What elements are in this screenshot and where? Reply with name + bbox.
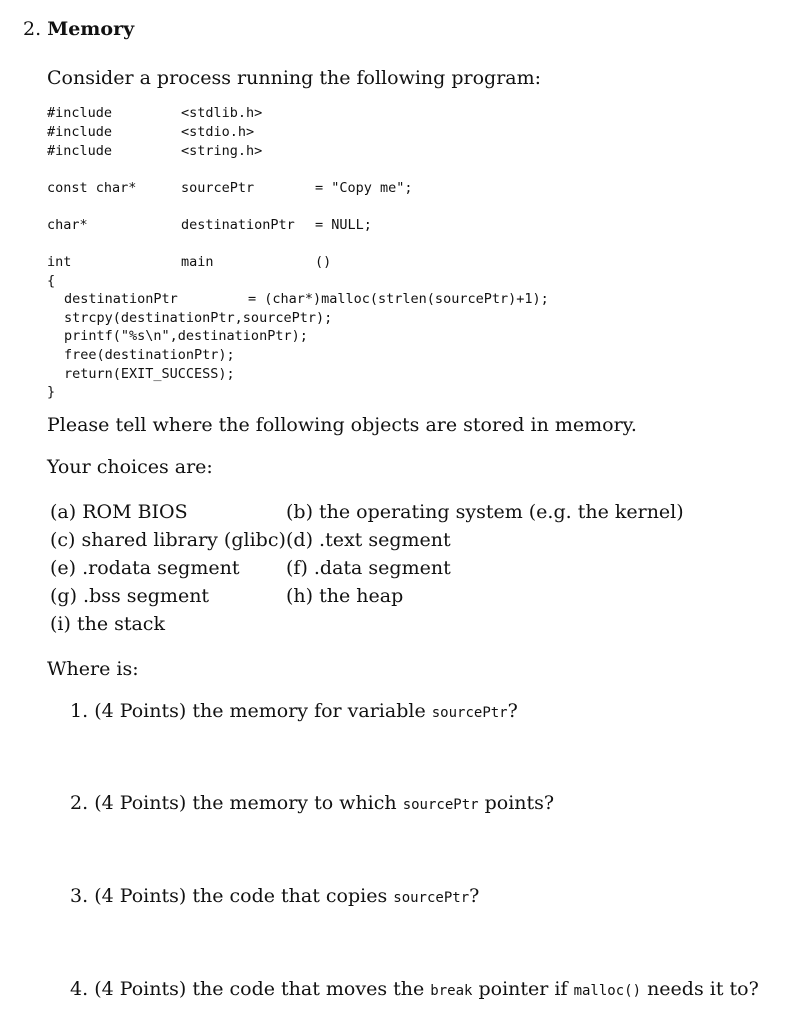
- question-3: [70, 885, 479, 907]
- question-1: [70, 700, 518, 722]
- section-number: 2.: [23, 18, 42, 40]
- question-number: 1.: [70, 700, 89, 722]
- code-line: printf("%s\n",destinationPtr);: [64, 328, 308, 344]
- question-points: (4 Points): [94, 885, 187, 907]
- question-text: the code that moves the: [192, 978, 425, 1000]
- choice-item: (h) the heap: [286, 585, 404, 607]
- question-text-end: needs it to?: [647, 978, 759, 1000]
- code-include-kw: #include: [47, 124, 113, 140]
- choice-item: (d) .text segment: [286, 529, 451, 551]
- code-decl1-name: sourcePtr: [181, 180, 255, 196]
- question-text-end: ?: [507, 700, 518, 722]
- code-include-header: <stdio.h>: [181, 124, 255, 140]
- code-decl2-type: char*: [47, 217, 88, 233]
- question-2: [70, 792, 554, 814]
- question-code: sourcePtr: [431, 705, 508, 721]
- question-text: the memory to which: [192, 792, 397, 814]
- choice-item: (i) the stack: [50, 613, 165, 635]
- question-number: 2.: [70, 792, 89, 814]
- code-decl1-type: const char*: [47, 180, 137, 196]
- question-number: 4.: [70, 978, 89, 1000]
- code-main-params: (): [315, 254, 332, 270]
- code-include-kw: #include: [47, 143, 113, 159]
- question-text: the code that copies: [192, 885, 388, 907]
- choice-item: (g) .bss segment: [50, 585, 210, 607]
- code-decl2-init: = NULL;: [315, 217, 372, 233]
- section-title: Memory: [47, 18, 135, 40]
- code-assign-rhs: = (char*)malloc(strlen(sourcePtr)+1);: [248, 291, 549, 307]
- choice-item: (f) .data segment: [286, 557, 451, 579]
- choice-item: (c) shared library (glibc): [50, 529, 286, 551]
- code-include-kw: #include: [47, 105, 113, 121]
- code-decl2-name: destinationPtr: [181, 217, 295, 233]
- question-code: break: [430, 983, 473, 999]
- question-text: the memory for variable: [192, 700, 426, 722]
- question-points: (4 Points): [94, 700, 187, 722]
- question-points: (4 Points): [94, 978, 187, 1000]
- question-points: (4 Points): [94, 792, 187, 814]
- choice-item: (e) .rodata segment: [50, 557, 240, 579]
- code-open-brace: {: [47, 273, 56, 289]
- code-line: free(destinationPtr);: [64, 347, 235, 363]
- where-heading: Where is:: [47, 658, 139, 680]
- prompt-text: Please tell where the following objects are stored in memory.: [47, 414, 637, 436]
- question-code: sourcePtr: [402, 797, 479, 813]
- question-code: sourcePtr: [393, 890, 470, 906]
- code-close-brace: }: [47, 384, 56, 400]
- code-line: return(EXIT_SUCCESS);: [64, 366, 235, 382]
- code-decl1-init: = "Copy me";: [315, 180, 413, 196]
- choice-item: (a) ROM BIOS: [50, 501, 188, 523]
- intro-text: Consider a process running the following program:: [47, 67, 542, 89]
- choices-heading: Your choices are:: [47, 456, 213, 478]
- choice-item: (b) the operating system (e.g. the kernel): [286, 501, 684, 523]
- question-text-end: ?: [469, 885, 480, 907]
- code-include-header: <stdlib.h>: [181, 105, 263, 121]
- question-number: 3.: [70, 885, 89, 907]
- code-include-header: <string.h>: [181, 143, 263, 159]
- question-code: malloc(): [573, 983, 642, 999]
- question-4: [70, 978, 759, 1000]
- code-main-type: int: [47, 254, 72, 270]
- question-text-end: points?: [484, 792, 555, 814]
- code-line: strcpy(destinationPtr,sourcePtr);: [64, 310, 333, 326]
- question-text-mid: pointer if: [478, 978, 568, 1000]
- section-heading: [23, 18, 134, 40]
- code-assign-lhs: destinationPtr: [64, 291, 178, 307]
- code-main-name: main: [181, 254, 214, 270]
